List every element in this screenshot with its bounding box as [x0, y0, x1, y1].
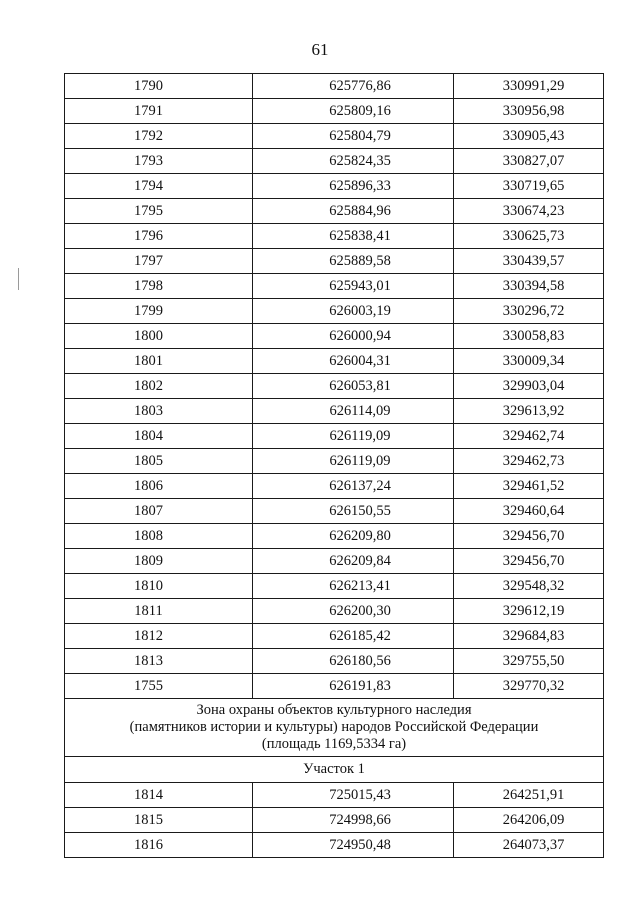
x-coordinate-cell: 625889,58: [253, 249, 454, 274]
y-coordinate-cell: 264206,09: [454, 808, 604, 833]
table-row: [65, 249, 604, 274]
point-number-cell: 1811: [65, 599, 253, 624]
coordinates-table-top-body: [65, 74, 604, 699]
table-row: [65, 524, 604, 549]
point-number-cell: 1805: [65, 449, 253, 474]
table-row: [65, 549, 604, 574]
point-number-cell: 1791: [65, 99, 253, 124]
x-coordinate-cell: 626119,09: [253, 424, 454, 449]
y-coordinate-cell: 330674,23: [454, 199, 604, 224]
point-number-cell: 1816: [65, 833, 253, 858]
x-coordinate-cell: 725015,43: [253, 783, 454, 808]
point-number-cell: 1793: [65, 149, 253, 174]
coordinates-table: [64, 73, 604, 858]
table-row: [65, 324, 604, 349]
table-row: [65, 224, 604, 249]
x-coordinate-cell: 626213,41: [253, 574, 454, 599]
y-coordinate-cell: 330625,73: [454, 224, 604, 249]
x-coordinate-cell: 625896,33: [253, 174, 454, 199]
y-coordinate-cell: 329684,83: [454, 624, 604, 649]
table-row: [65, 74, 604, 99]
y-coordinate-cell: 330058,83: [454, 324, 604, 349]
point-number-cell: 1812: [65, 624, 253, 649]
y-coordinate-cell: 329903,04: [454, 374, 604, 399]
point-number-cell: 1799: [65, 299, 253, 324]
y-coordinate-cell: 330827,07: [454, 149, 604, 174]
x-coordinate-cell: 626209,84: [253, 549, 454, 574]
scan-artifact: [18, 268, 19, 290]
table-row: [65, 399, 604, 424]
table-row: [65, 99, 604, 124]
coordinates-table-section-body: [65, 699, 604, 783]
subsection-header-row: [65, 757, 604, 783]
point-number-cell: 1815: [65, 808, 253, 833]
x-coordinate-cell: 626004,31: [253, 349, 454, 374]
y-coordinate-cell: 264251,91: [454, 783, 604, 808]
table-row: [65, 499, 604, 524]
point-number-cell: 1808: [65, 524, 253, 549]
y-coordinate-cell: 329755,50: [454, 649, 604, 674]
y-coordinate-cell: 329456,70: [454, 524, 604, 549]
point-number-cell: 1755: [65, 674, 253, 699]
y-coordinate-cell: 329548,32: [454, 574, 604, 599]
x-coordinate-cell: 626119,09: [253, 449, 454, 474]
table-row: [65, 474, 604, 499]
x-coordinate-cell: 626185,42: [253, 624, 454, 649]
y-coordinate-cell: 330991,29: [454, 74, 604, 99]
table-row: [65, 424, 604, 449]
table-row: [65, 674, 604, 699]
point-number-cell: 1810: [65, 574, 253, 599]
point-number-cell: 1801: [65, 349, 253, 374]
x-coordinate-cell: 724950,48: [253, 833, 454, 858]
x-coordinate-cell: 625809,16: [253, 99, 454, 124]
table-row: [65, 349, 604, 374]
table-row: [65, 449, 604, 474]
table-row: [65, 374, 604, 399]
y-coordinate-cell: 329612,19: [454, 599, 604, 624]
y-coordinate-cell: 330296,72: [454, 299, 604, 324]
y-coordinate-cell: 329770,32: [454, 674, 604, 699]
subsection-header: Участок 1: [65, 757, 604, 783]
table-row: [65, 199, 604, 224]
x-coordinate-cell: 626209,80: [253, 524, 454, 549]
x-coordinate-cell: 626180,56: [253, 649, 454, 674]
coordinates-table-bottom-body: [65, 783, 604, 858]
y-coordinate-cell: 330905,43: [454, 124, 604, 149]
page-number: 61: [311, 40, 329, 59]
y-coordinate-cell: 329462,74: [454, 424, 604, 449]
table-row: [65, 174, 604, 199]
point-number-cell: 1798: [65, 274, 253, 299]
x-coordinate-cell: 626114,09: [253, 399, 454, 424]
y-coordinate-cell: 329460,64: [454, 499, 604, 524]
table-row: [65, 808, 604, 833]
point-number-cell: 1794: [65, 174, 253, 199]
x-coordinate-cell: 626000,94: [253, 324, 454, 349]
table-row: [65, 833, 604, 858]
table-row: [65, 574, 604, 599]
table-row: [65, 124, 604, 149]
y-coordinate-cell: 330009,34: [454, 349, 604, 374]
point-number-cell: 1814: [65, 783, 253, 808]
x-coordinate-cell: 625824,35: [253, 149, 454, 174]
x-coordinate-cell: 626200,30: [253, 599, 454, 624]
point-number-cell: 1804: [65, 424, 253, 449]
x-coordinate-cell: 625884,96: [253, 199, 454, 224]
section-title-line-3: (площадь 1169,5334 га): [261, 736, 407, 752]
y-coordinate-cell: 329613,92: [454, 399, 604, 424]
section-title-line-2: (памятников истории и культуры) народов Российской Федерации: [129, 719, 539, 735]
point-number-cell: 1802: [65, 374, 253, 399]
point-number-cell: 1803: [65, 399, 253, 424]
x-coordinate-cell: 625776,86: [253, 74, 454, 99]
table-row: [65, 624, 604, 649]
point-number-cell: 1806: [65, 474, 253, 499]
section-title-line-1: Зона охраны объектов культурного наследия: [196, 702, 472, 718]
section-header-row: [65, 699, 604, 757]
table-row: [65, 783, 604, 808]
point-number-cell: 1807: [65, 499, 253, 524]
x-coordinate-cell: 625804,79: [253, 124, 454, 149]
point-number-cell: 1792: [65, 124, 253, 149]
x-coordinate-cell: 626003,19: [253, 299, 454, 324]
y-coordinate-cell: 264073,37: [454, 833, 604, 858]
x-coordinate-cell: 626053,81: [253, 374, 454, 399]
x-coordinate-cell: 626150,55: [253, 499, 454, 524]
y-coordinate-cell: 330719,65: [454, 174, 604, 199]
point-number-cell: 1813: [65, 649, 253, 674]
point-number-cell: 1800: [65, 324, 253, 349]
x-coordinate-cell: 625838,41: [253, 224, 454, 249]
y-coordinate-cell: 329462,73: [454, 449, 604, 474]
y-coordinate-cell: 329456,70: [454, 549, 604, 574]
section-header: [65, 699, 604, 757]
x-coordinate-cell: 626191,83: [253, 674, 454, 699]
table-row: [65, 649, 604, 674]
y-coordinate-cell: 330956,98: [454, 99, 604, 124]
point-number-cell: 1809: [65, 549, 253, 574]
table-row: [65, 599, 604, 624]
y-coordinate-cell: 329461,52: [454, 474, 604, 499]
x-coordinate-cell: 625943,01: [253, 274, 454, 299]
y-coordinate-cell: 330394,58: [454, 274, 604, 299]
point-number-cell: 1795: [65, 199, 253, 224]
table-row: [65, 274, 604, 299]
y-coordinate-cell: 330439,57: [454, 249, 604, 274]
point-number-cell: 1790: [65, 74, 253, 99]
point-number-cell: 1796: [65, 224, 253, 249]
point-number-cell: 1797: [65, 249, 253, 274]
x-coordinate-cell: 626137,24: [253, 474, 454, 499]
table-row: [65, 299, 604, 324]
table-row: [65, 149, 604, 174]
x-coordinate-cell: 724998,66: [253, 808, 454, 833]
